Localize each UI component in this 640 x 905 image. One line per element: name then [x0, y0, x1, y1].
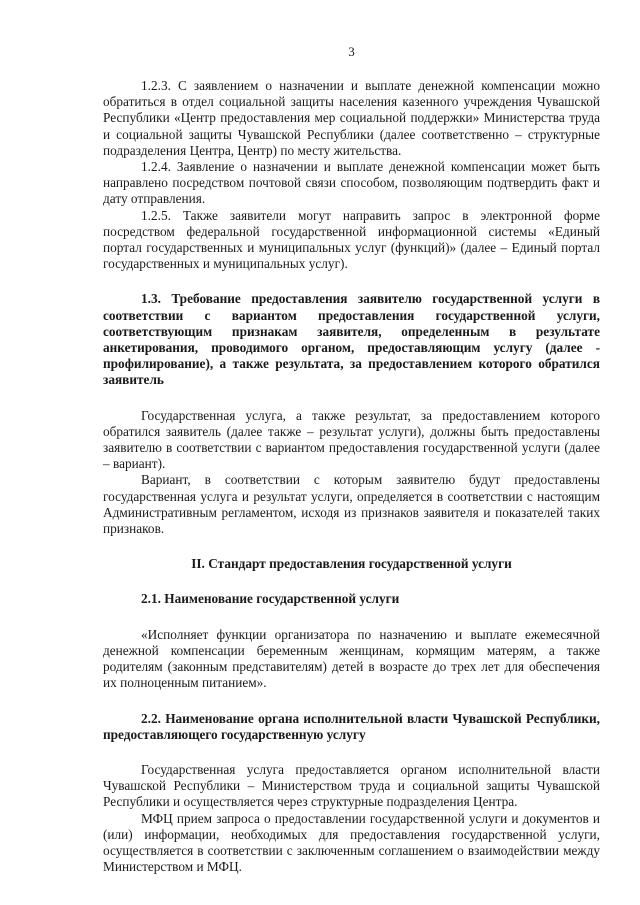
section-heading-2-1: 2.1. Наименование государственной услуги: [141, 591, 400, 607]
page-number: 3: [348, 44, 355, 59]
paragraph-2-2-a: Государственная услуга предоставляется органом исполнительной власти Чувашской Республики – Министерством труда и социальной защиты Чувашской Республики и осуществляется через структурные подразделения Центра.: [103, 761, 600, 810]
paragraph-1-2-5: 1.2.5. Также заявители могут направить запрос в электронной форме посредством федеральной государственной информационной системы «Единый портал государственных и муниципальных услуг (функций)» (далее – Единый портал государственных и муниципальных услуг).: [103, 207, 600, 272]
section-heading-2-2: 2.2. Наименование органа исполнительной власти Чувашской Республики, предоставляющего государственную услугу: [103, 710, 600, 742]
paragraph-2-2-b: МФЦ прием запроса о предоставлении государственной услуги и документов и (или) информации, необходимых для предоставления государственной услуги, осуществляется в соответствии с заключенным соглашением о взаимодействии между Министерством и МФЦ.: [103, 810, 600, 875]
paragraph-1-2-3: 1.2.3. С заявлением о назначении и выплате денежной компенсации можно обратиться в отдел социальной защиты населения казенного учреждения Чувашской Республики «Центр предоставления мер социальной поддержки» Министерства труда и социальной защиты Чувашской Республики (далее соответственно – структурные подразделения Центра, Центр) по месту жительства.: [103, 78, 600, 158]
paragraph-1-2-4: 1.2.4. Заявление о назначении и выплате денежной компенсации может быть направлено посредством почтовой связи способом, позволяющим подтвердить факт и дату отправления.: [103, 159, 600, 207]
section-heading-1-3: 1.3. Требование предоставления заявителю государственной услуги в соответствии с вариантом предоставления государственной услуги, соответствующим признакам заявителя, определенным в результате анкетирования, проводимого органом, предоставляющим услугу (далее - профилирование), а также результата, за предоставлением которого обратился заявитель: [103, 291, 600, 388]
paragraph-1-3-b: Вариант, в соответствии с которым заявителю будут предоставлены государственная услуга и результат услуги, определяется в соответствии с настоящим Административным регламентом, исходя из признаков заявителя и показателей таких признаков.: [103, 472, 600, 537]
paragraph-1-3-a: Государственная услуга, а также результат, за предоставлением которого обратился заявитель (далее также – результат услуги), должны быть предоставлены заявителю в соответствии с вариантом предоставления государственной услуги (далее – вариант).: [103, 407, 600, 472]
section-heading-ii: II. Стандарт предоставления государственной услуги: [191, 556, 512, 572]
paragraph-2-1: «Исполняет функции организатора по назначению и выплате ежемесячной денежной компенсации беременным женщинам, кормящим матерям, а также родителям (законным представителям) детей в возрасте до трех лет для обеспечения их полноценным питанием».: [103, 626, 600, 691]
